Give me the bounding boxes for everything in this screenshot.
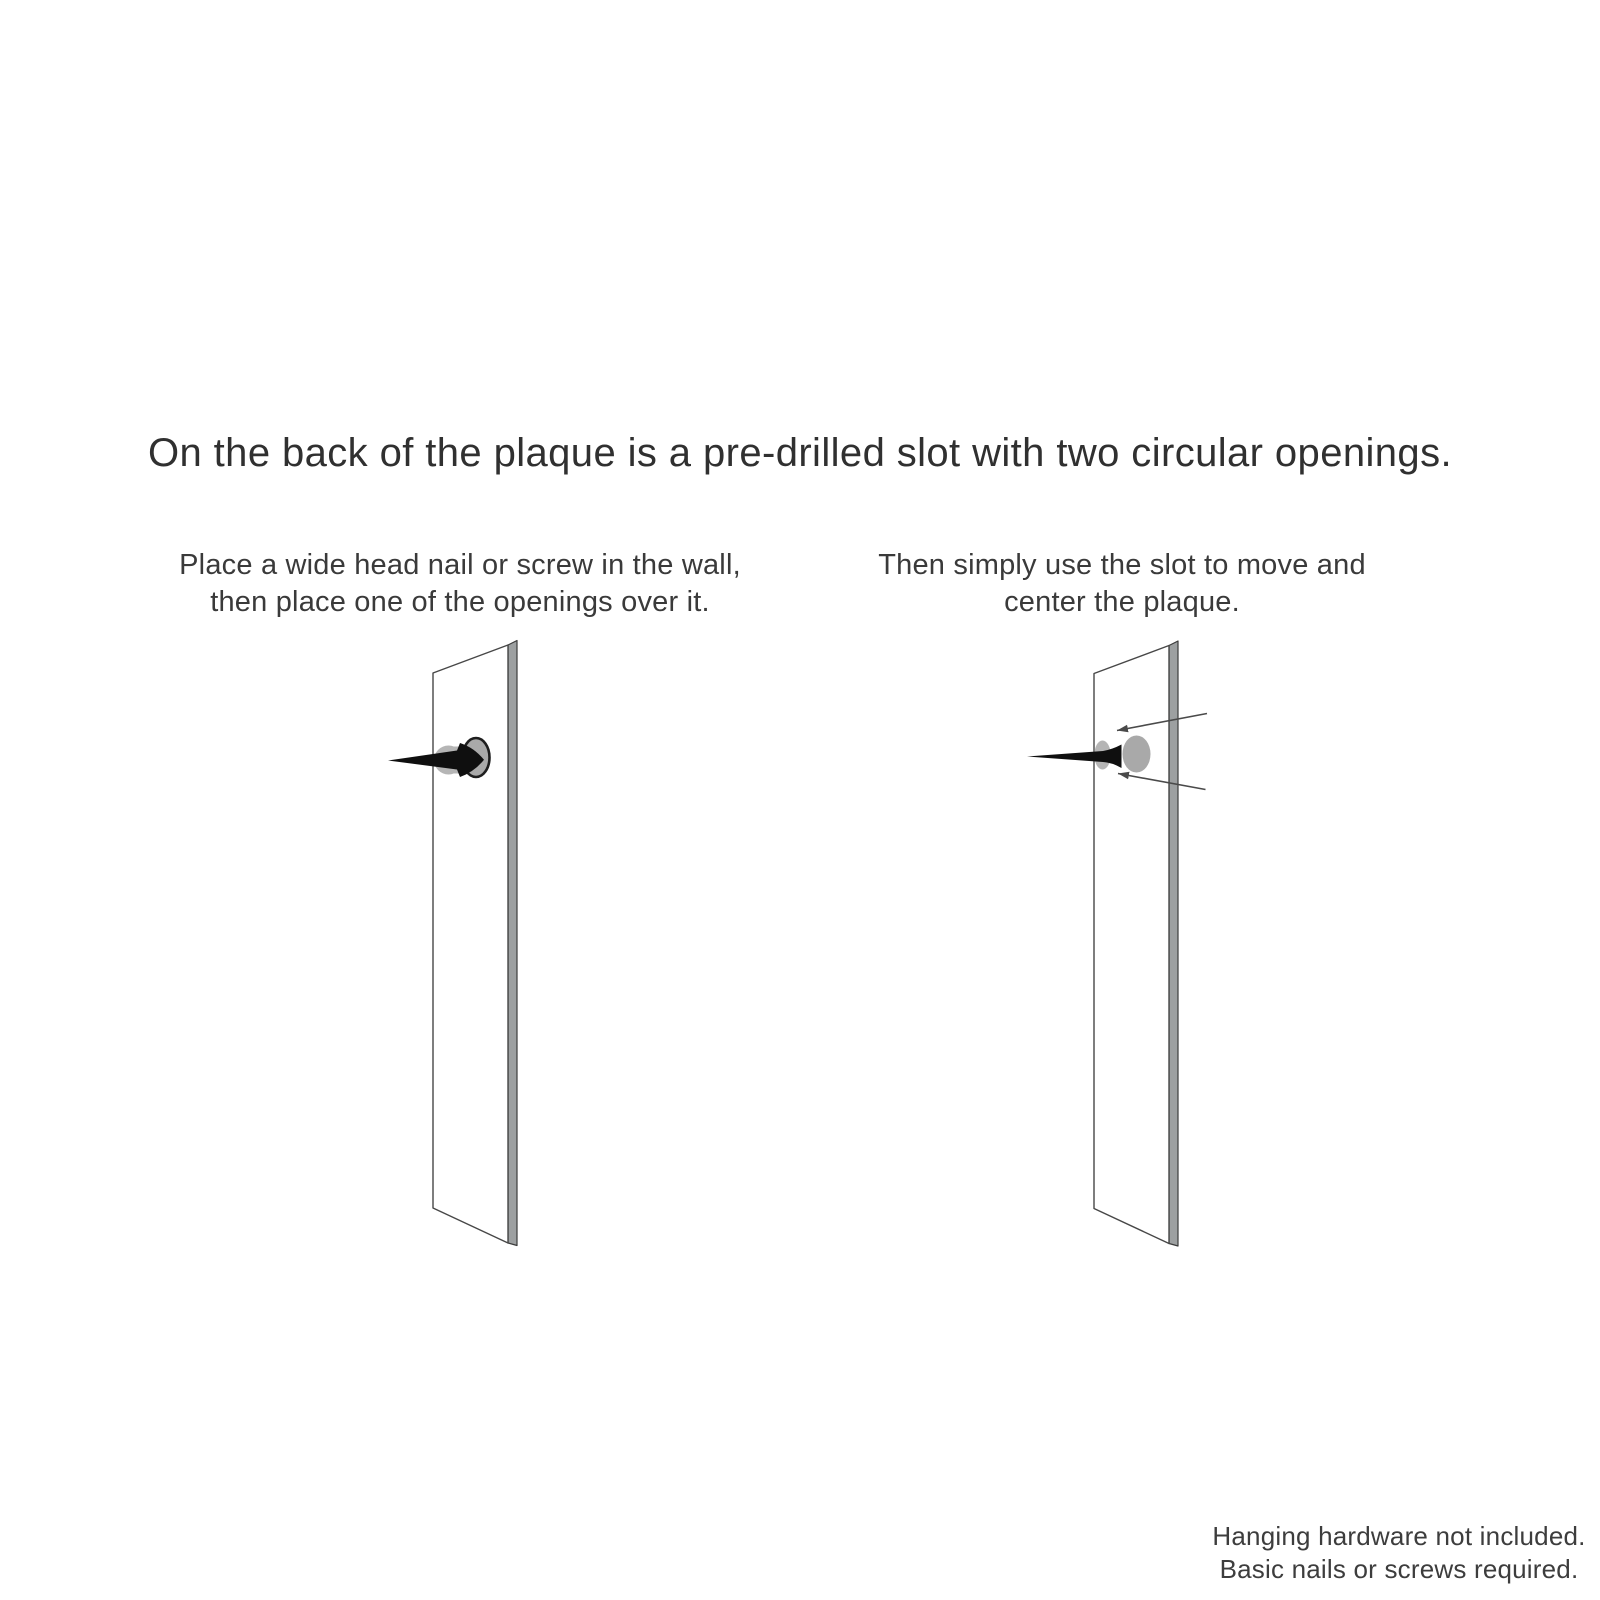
step-2-caption-line-1: Then simply use the slot to move and	[878, 549, 1366, 581]
nail-head	[1123, 736, 1151, 773]
step-1-caption-line-2: then place one of the openings over it.	[210, 586, 710, 618]
hardware-note	[1149, 1520, 1600, 1586]
step-2-illustration	[1027, 641, 1207, 1246]
step-1-caption-line-1: Place a wide head nail or screw in the wall,	[179, 549, 741, 581]
hardware-note-line-2: Basic nails or screws required.	[1219, 1554, 1579, 1584]
page-title: On the back of the plaque is a pre-drilled slot with two circular openings.	[147, 431, 1452, 475]
plaque-left	[433, 641, 517, 1246]
step-1-illustration	[388, 641, 517, 1246]
plaque-right	[1094, 641, 1178, 1246]
hardware-note-line-1: Hanging hardware not included.	[1212, 1521, 1586, 1551]
step-2-caption-line-2: center the plaque.	[1004, 586, 1240, 618]
